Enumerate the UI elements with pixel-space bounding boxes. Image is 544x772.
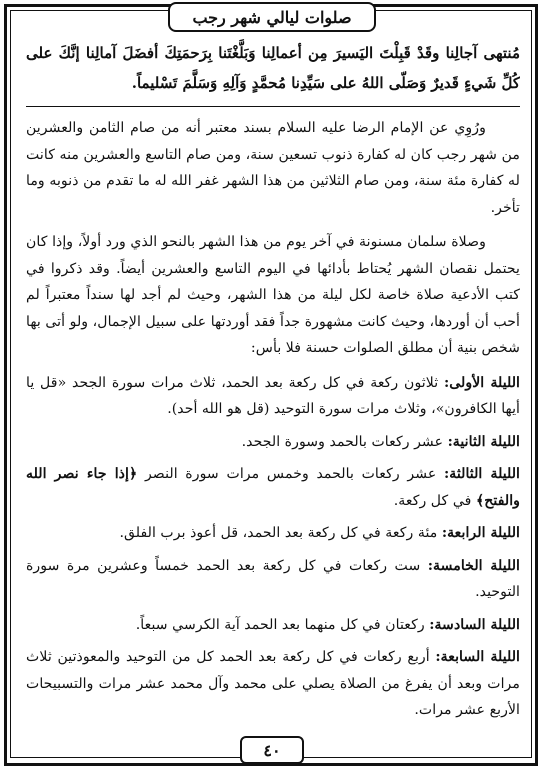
page-content [26, 38, 520, 728]
night-2 [26, 429, 520, 456]
page-number: ٤٠ [263, 740, 281, 760]
night-text: ثلاثون ركعة في كل ركعة بعد الحمد، ثلاث مرات سورة الجحد «قل يا أيها الكافرون»، وثلاث مرات سورة التوحيد (قل هو الله أحد). [26, 374, 520, 417]
night-text-after: في كل ركعة. [393, 492, 472, 509]
night-label: الليلة السابعة: [435, 649, 520, 665]
night-label: الليلة الخامسة: [427, 557, 520, 574]
night-text: عشر ركعات بالحمد وخمس مرات سورة النصر [144, 466, 437, 482]
night-label: الليلة الثالثة: [444, 466, 520, 482]
night-label: الليلة الرابعة: [441, 525, 520, 541]
night-7 [26, 644, 520, 724]
paragraph-1: ورُوِي عن الإمام الرضا عليه السلام بسند معتبر أنه من صام الثامن والعشرين من شهر رجب كان له كفارة ذنوب تسعين سنة، ومن صام التاسع والعشرين منه كانت له كفارة مئة سنة، ومن صام الثلاثين من هذا الشهر غفر الله له ما تقدم من ذنوبه وما تأخر. [26, 120, 520, 216]
night-label: الليلة الأولى: [443, 374, 520, 391]
night-label: الليلة السادسة: [429, 616, 520, 633]
section-divider [26, 106, 520, 107]
prayer-text: مُنتهى آجالِنا وقَدْ قَبِلْتَ اليَسيرَ مِن أعمالِنا وَبَلَّغْتَنا بِرَحمَتِكَ أفضَلَ آمالِنا إنَّكَ على كُلِّ شَيءٍ قَديرٌ وَصَلّى اللهُ على سَيِّدِنا مُحمَّدٍ وَآلِهِ وَسَلَّمَ تَسْليماً. [26, 44, 520, 92]
page-number-box [240, 736, 304, 764]
night-1 [26, 370, 520, 423]
night-text: ست ركعات في كل ركعة بعد الحمد خمساً وعشرين مرة سورة التوحيد. [26, 557, 520, 600]
night-text: عشر ركعات بالحمد وسورة الجحد. [241, 433, 444, 450]
night-label: الليلة الثانية: [447, 433, 520, 450]
night-6 [26, 612, 520, 639]
page-title: صلوات ليالي شهر رجب [192, 7, 352, 27]
night-4 [26, 520, 520, 547]
night-text: مئة ركعة في كل ركعة بعد الحمد، قل أعوذ برب الفلق. [119, 525, 438, 541]
night-3 [26, 461, 520, 514]
page-header-title [168, 2, 376, 32]
paragraph-2: وصلاة سلمان مسنونة في آخر يوم من هذا الشهر بالنحو الذي ورد أولاً، وإذا كان يحتمل نقصان الشهر يُحتاط بأدائها في اليوم التاسع والعشرين أيضاً. وقد ذكروا في كتب الأدعية صلاة خاصة لكل ليلة من هذا الشهر، وحيث لم أجد لها سنداً معتبراً لم أحب أن أوردها، وحيث كانت مشهورة جداً فقد أوردتها على سبيل الإجمال، ولو أتى بها شخص بنية أن مطلق الصلوات حسنة فلا بأس: [26, 234, 520, 356]
night-text: أربع ركعات في كل ركعة بعد الحمد كل من التوحيد والمعوذتين ثلاث مرات وبعد أن يفرغ من الصلاة يصلي على محمد وآل محمد عشر مرات والتسبيحات الأربع عشر مرات. [26, 649, 520, 718]
quran-quote: ﴿إذا جاء نصر الله والفتح﴾ [26, 466, 520, 509]
nights-list [26, 370, 520, 724]
night-text: ركعتان في كل منهما بعد الحمد آية الكرسي سبعاً. [135, 616, 425, 633]
night-5 [26, 553, 520, 606]
